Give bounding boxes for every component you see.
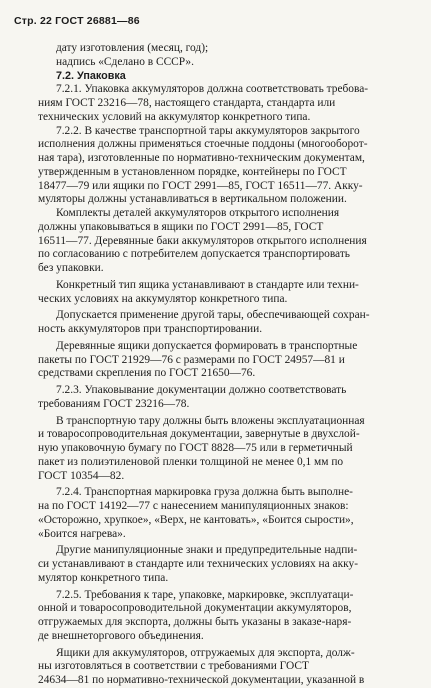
section-heading: 7.2. Упаковка bbox=[56, 69, 126, 82]
text-line: Конкретный тип ящика устанавливают в стандарте или техни- bbox=[56, 278, 359, 291]
text-line: должны упаковываться в ящики по ГОСТ 2991—85, ГОСТ bbox=[38, 220, 324, 233]
text-line: мулятор конкретного типа. bbox=[38, 571, 169, 584]
text-line: Ящики для аккумуляторов, отгружаемых для экспорта, долж- bbox=[56, 646, 355, 659]
text-line: ческих условиях на аккумулятор конкретного типа. bbox=[38, 292, 288, 305]
text-line: ную упаковочную бумагу по ГОСТ 8828—75 или в герметичный bbox=[38, 442, 353, 454]
text-line: де внешнеторгового объединения. bbox=[38, 629, 204, 642]
document-body bbox=[38, 42, 412, 688]
text-line: надпись «Сделано в СССР». bbox=[56, 55, 194, 68]
text-line: ниям ГОСТ 23216—78, настоящего стандарта, стандарта или bbox=[38, 97, 336, 109]
text-line: 7.2.3. Упаковывание документации должно соответствовать bbox=[56, 384, 347, 396]
text-line: ГОСТ 10354—82. bbox=[38, 469, 125, 482]
text-line: Другие манипуляционные знаки и предупредительные надпи- bbox=[56, 544, 358, 557]
text-line: технических условий на аккумулятор конкретного типа. bbox=[38, 110, 311, 123]
text-line: по согласованию с потребителем допускается транспортировать bbox=[38, 248, 350, 261]
text-line: си устанавливают в стандарте или технических условиях на акку- bbox=[38, 558, 359, 570]
text-line: 24634—81 по нормативно-технической документации, указанной в bbox=[38, 674, 365, 686]
text-line: 16511—77. Деревянные баки аккумуляторов открытого исполнения bbox=[38, 234, 367, 247]
text-line: Допускается применение другой тары, обеспечивающей сохран- bbox=[56, 309, 370, 322]
text-line: 7.2.5. Требования к таре, упаковке, маркировке, эксплуатаци- bbox=[56, 588, 354, 601]
text-line: ная тара), изготовленные по нормативно-техническим документам, bbox=[38, 152, 365, 164]
text-line: отгружаемых для экспорта, должны быть указаны в заказе-наря- bbox=[38, 616, 352, 628]
text-line: «Осторожно, хрупкое», «Верх, не кантовать», «Боится сырости», bbox=[38, 513, 354, 526]
text-line: пакет из полиэтиленовой пленки толщиной не менее 0,1 мм по bbox=[38, 455, 344, 468]
text-line: утвержденным в установленном порядке, контейнеры по ГОСТ bbox=[38, 165, 347, 178]
text-line: 7.2.4. Транспортная маркировка груза должна быть выполне- bbox=[56, 486, 353, 499]
text-line: средствами скрепления по ГОСТ 21650—76. bbox=[38, 367, 256, 380]
text-line: пакеты по ГОСТ 21929—76 с размерами по ГОСТ 24957—81 и bbox=[38, 353, 345, 366]
text-line: В транспортную тару должны быть вложены эксплуатационная bbox=[56, 414, 365, 427]
text-line: на по ГОСТ 14192—77 с нанесением манипуляционных знаков: bbox=[38, 500, 349, 512]
text-line: требованиям ГОСТ 23216—78. bbox=[38, 397, 190, 410]
text-line: и товаросопроводительная документации, завернутые в двухслой- bbox=[38, 428, 360, 441]
text-line: 18477—79 или ящики по ГОСТ 2991—85, ГОСТ 16511—77. Акку- bbox=[38, 179, 363, 192]
text-line: онной и товаросопроводительной документации аккумуляторов, bbox=[38, 602, 352, 615]
text-line: исполнения должны применяться стоечные поддоны (многооборот- bbox=[38, 138, 368, 151]
text-line: дату изготовления (месяц, год); bbox=[56, 42, 209, 54]
page-header: Стр. 22 ГОСТ 26881—86 bbox=[14, 15, 140, 27]
text-line: 7.2.1. Упаковка аккумуляторов должна соответствовать требова- bbox=[56, 83, 369, 96]
text-line: Комплекты деталей аккумуляторов открытого исполнения bbox=[56, 207, 340, 219]
text-line: без упаковки. bbox=[38, 262, 104, 274]
text-line: 7.2.2. В качестве транспортной тары аккумуляторов закрытого bbox=[56, 124, 360, 137]
text-line: Деревянные ящики допускается формировать в транспортные bbox=[56, 339, 358, 352]
text-line: ны изготовляться в соответствии с требованиями ГОСТ bbox=[38, 660, 309, 673]
text-line: ность аккумуляторов при транспортировании. bbox=[38, 323, 263, 335]
text-line: «Боится нагрева». bbox=[38, 527, 126, 540]
text-line: муляторы должны устанавливаться в вертикальном положении. bbox=[38, 193, 347, 206]
